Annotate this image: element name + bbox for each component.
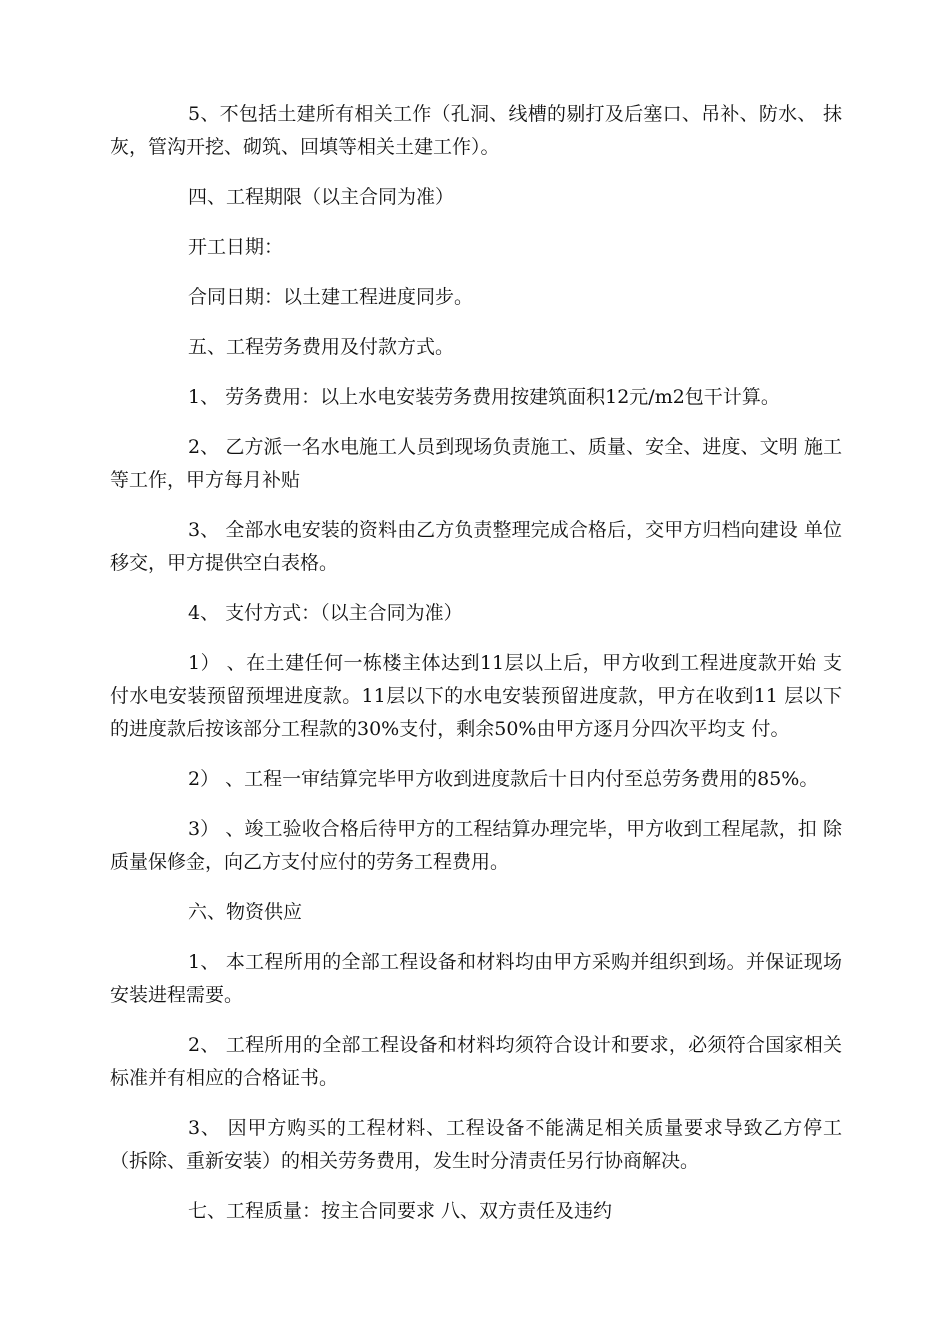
heading-project-term: 四、工程期限（以主合同为准） — [188, 186, 455, 208]
contract-page — [110, 98, 842, 1245]
paragraph-payment-item-1: 1） 、在土建任何一栋楼主体达到11层以上后，甲方收到工程进度款开始 支付水电安装预留预埋进度款。11层以下的水电安装预留进度款，甲方在收到11 层以下的进度款后按该部分工程款的30%支付，剩余50%由甲方逐月分四次平均支 付。 — [110, 652, 842, 740]
paragraph-civil-work-exclusion: 5、不包括土建所有相关工作（孔洞、线槽的剔打及后塞口、吊补、防水、 抹灰，管沟开挖、砌筑、回填等相关土建工作）。 — [110, 103, 842, 158]
paragraph-material-item-1: 1、 本工程所用的全部工程设备和材料均由甲方采购并组织到场。并保证现场安装进程需要。 — [110, 951, 842, 1006]
paragraph-documentation: 3、 全部水电安装的资料由乙方负责整理完成合格后，交甲方归档向建设 单位移交，甲方提供空白表格。 — [110, 519, 842, 574]
paragraph-payment-item-3: 3） 、竣工验收合格后待甲方的工程结算办理完毕，甲方收到工程尾款，扣 除质量保修金，向乙方支付应付的劳务工程费用。 — [110, 818, 842, 873]
paragraph-labor-cost: 1、 劳务费用：以上水电安装劳务费用按建筑面积12元/m2包干计算。 — [188, 386, 780, 408]
paragraph-quality-and-liability: 七、工程质量：按主合同要求 八、双方责任及违约 — [188, 1200, 613, 1222]
paragraph-material-item-3: 3、 因甲方购买的工程材料、工程设备不能满足相关质量要求导致乙方停工（拆除、重新安装）的相关劳务费用，发生时分清责任另行协商解决。 — [110, 1117, 842, 1172]
heading-labor-cost-payment: 五、工程劳务费用及付款方式。 — [188, 336, 455, 358]
heading-material-supply: 六、物资供应 — [188, 901, 303, 923]
paragraph-material-item-2: 2、 工程所用的全部工程设备和材料均须符合设计和要求，必须符合国家相关标准并有相应的合格证书。 — [110, 1034, 842, 1089]
paragraph-site-staff: 2、 乙方派一名水电施工人员到现场负责施工、质量、安全、进度、文明 施工等工作，甲方每月补贴 — [110, 436, 842, 491]
paragraph-start-date: 开工日期： — [188, 236, 284, 258]
paragraph-payment-method: 4、 支付方式：（以主合同为准） — [188, 602, 463, 624]
paragraph-payment-item-2: 2） 、工程一审结算完毕甲方收到进度款后十日内付至总劳务费用的85%。 — [188, 768, 819, 790]
paragraph-contract-date: 合同日期：以土建工程进度同步。 — [188, 286, 474, 308]
